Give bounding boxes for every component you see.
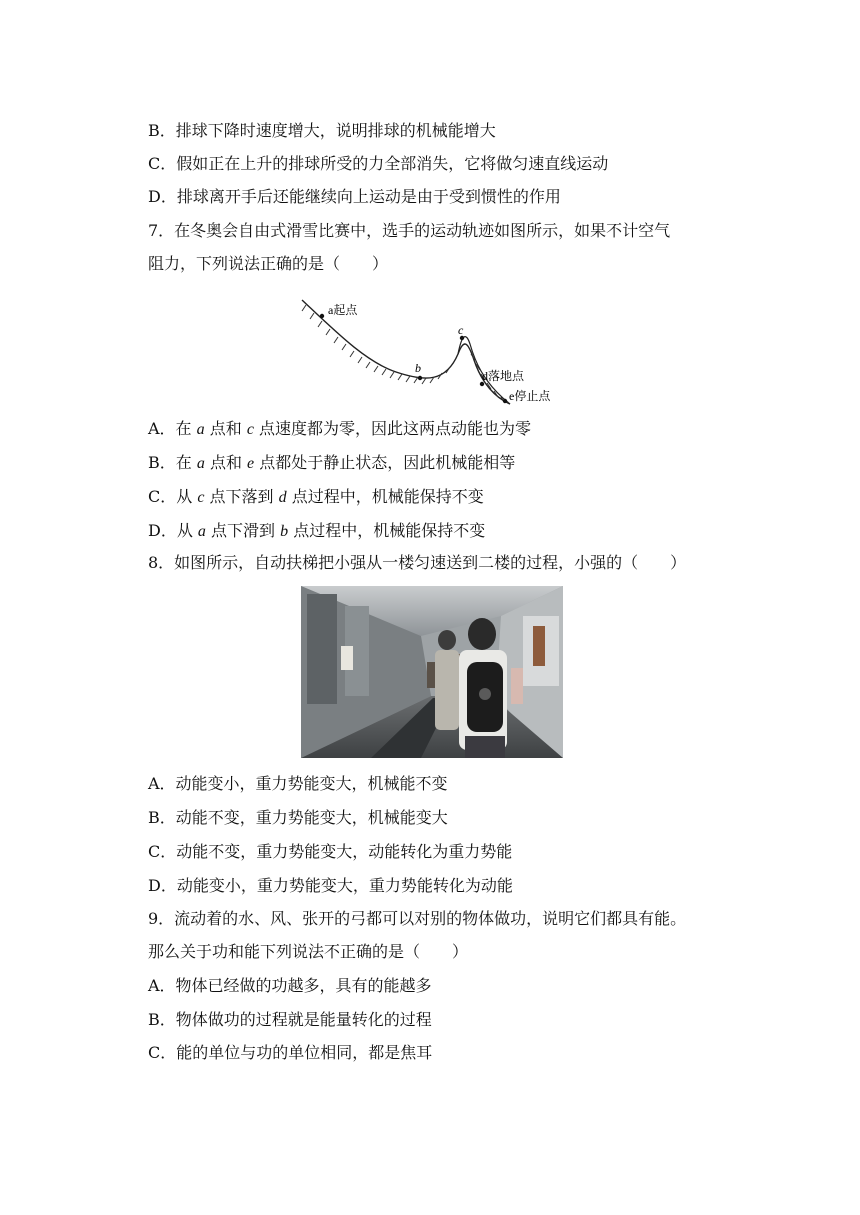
ski-trajectory-figure [296, 292, 564, 410]
point-b [418, 376, 422, 380]
q8-option-c: C．动能不变，重力势能变大，动能转化为重力势能 [148, 842, 513, 861]
q7-option-d: D．从 a 点下滑到 b 点过程中，机械能保持不变 [148, 521, 486, 540]
q8-option-a: A．动能变小，重力势能变大，机械能不变 [148, 774, 448, 793]
slope-hatching [302, 305, 505, 403]
point-a [320, 314, 324, 318]
q9-option-c: C．能的单位与功的单位相同，都是焦耳 [148, 1043, 433, 1062]
q6-option-b: B．排球下降时速度增大，说明排球的机械能增大 [148, 121, 496, 140]
q6-option-d: D．排球离开手后还能继续向上运动是由于受到惯性的作用 [148, 187, 561, 206]
q7-stem-line2: 阻力，下列说法正确的是（ ） [148, 254, 389, 273]
label-e: e停止点 [509, 389, 551, 403]
q9-stem-line2: 那么关于功和能下列说法不正确的是（ ） [148, 942, 469, 961]
label-c: c [458, 323, 464, 337]
q7-option-c: C．从 c 点下落到 d 点过程中，机械能保持不变 [148, 487, 484, 506]
q7-option-b: B．在 a 点和 e 点都处于静止状态，因此机械能相等 [148, 453, 516, 472]
label-b: b [415, 361, 421, 375]
q6-option-c: C．假如正在上升的排球所受的力全部消失，它将做匀速直线运动 [148, 154, 609, 173]
q8-option-b: B．动能不变，重力势能变大，机械能变大 [148, 808, 448, 827]
point-e [503, 399, 507, 403]
q9-stem-line1: 9．流动着的水、风、张开的弓都可以对别的物体做功，说明它们都具有能。 [148, 909, 687, 928]
q7-option-a: A．在 a 点和 c 点速度都为零，因此这两点动能也为零 [148, 419, 532, 438]
label-d: d落地点 [482, 369, 525, 383]
q9-option-a: A．物体已经做的功越多，具有的能越多 [148, 976, 432, 995]
q8-option-d: D．动能变小，重力势能变大，重力势能转化为动能 [148, 876, 513, 895]
q8-stem: 8．如图所示，自动扶梯把小强从一楼匀速送到二楼的过程，小强的（ ） [148, 553, 687, 572]
q9-option-b: B．物体做功的过程就是能量转化的过程 [148, 1010, 432, 1029]
q7-stem-line1: 7．在冬奥会自由式滑雪比赛中，选手的运动轨迹如图所示，如果不计空气 [148, 221, 671, 240]
escalator-photo [301, 586, 563, 758]
label-a: a起点 [328, 303, 358, 317]
